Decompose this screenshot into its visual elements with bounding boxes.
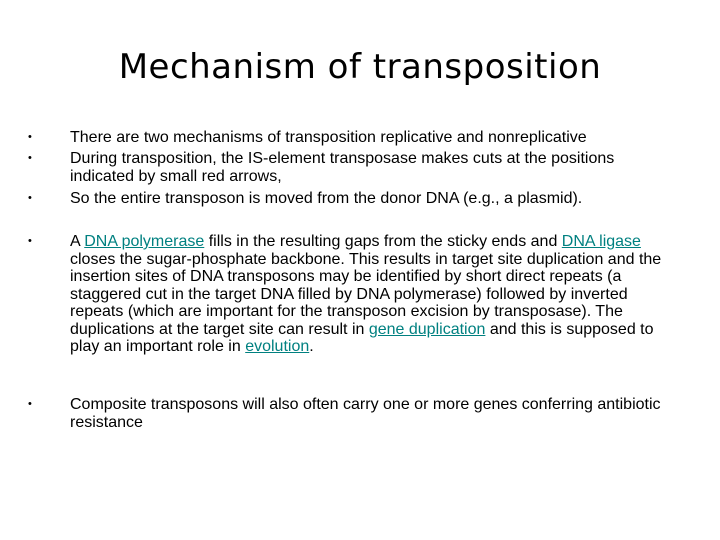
bullet-marker: • — [28, 152, 32, 164]
link-dna-ligase[interactable]: DNA ligase — [561, 233, 641, 250]
bullet-item: During transposition, the IS-element transposase makes cuts at the positions indicated by small red arrows, — [70, 150, 615, 185]
bullet-marker: • — [28, 192, 32, 204]
text-segment: A — [70, 233, 85, 250]
bullet-item: So the entire transposon is moved from the donor DNA (e.g., a plasmid). — [70, 190, 583, 207]
bullet-marker: • — [28, 235, 32, 247]
text-segment: . — [309, 338, 314, 355]
text-segment: fills in the resulting gaps from the sticky ends and — [204, 233, 562, 250]
bullet-marker: • — [28, 131, 32, 143]
bullet-item-paragraph — [70, 233, 674, 356]
link-evolution[interactable]: evolution — [245, 338, 310, 355]
bullet-item: Composite transposons will also often carry one or more genes conferring antibiotic resistance — [70, 396, 661, 431]
link-dna-polymerase[interactable]: DNA polymerase — [84, 233, 205, 250]
link-gene-duplication[interactable]: gene duplication — [368, 320, 486, 338]
bullet-marker: • — [28, 398, 32, 410]
text-segment: and this is supposed to play an important role in — [70, 320, 654, 355]
text-segment: closes the sugar-phosphate backbone. This results in target site duplication and the insertion sites of DNA transposons may be identified by short direct repeats (a staggered cut in the target DNA filled by DNA polymerase) followed by inverted repeats (which are important for the transposon excision by transposase). The duplications at the target site can result in — [70, 250, 662, 338]
bullet-item: There are two mechanisms of transposition replicative and nonreplicative — [70, 129, 587, 146]
slide-title: Mechanism of transposition — [118, 47, 602, 87]
